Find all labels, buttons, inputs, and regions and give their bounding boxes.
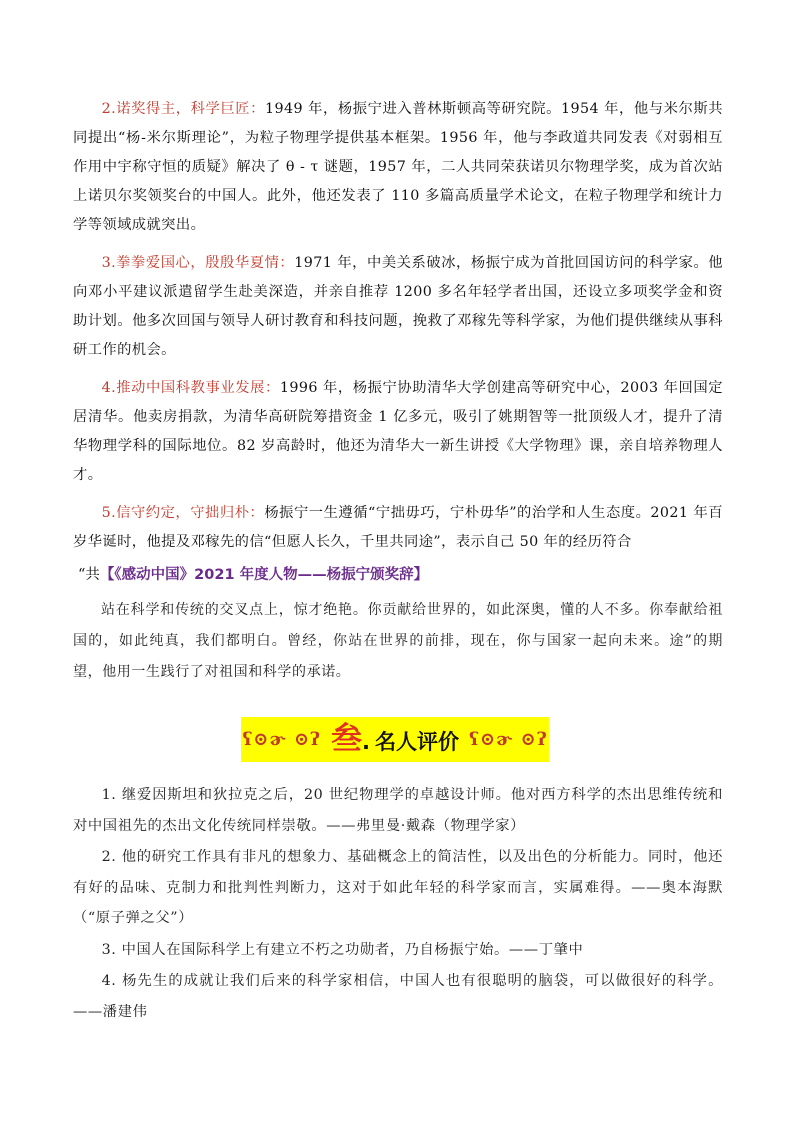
quote-3: 3. 中国人在国际科学上有建立不朽之功勋者，乃自杨振宁始。——丁肇中	[101, 942, 584, 958]
award-heading	[78, 563, 428, 584]
section-5-label: 5.信守约定，守拙归朴：	[101, 505, 265, 521]
section-4-text: 1996 年，杨振宁协助清华大学创建高等研究中心，2003 年回国定居清华。他卖房捐款，为清华高研院筹措资金 1 亿多元，吸引了姚期智等一批顶级人才，提升了清华物理学科的国际地位。82 岁高龄时，他还为清华大一新生讲授《大学物理》课，亲自培养物理人才。	[73, 380, 723, 483]
section-3-text: 1971 年，中美关系破冰，杨振宁成为首批回国访问的科学家。他向邓小平建议派遣留学生赴美深造，并亲自推荐 1200 多名年轻学者出国，还设立多项奖学金和资助计划。他多次回国与领导人研讨教育和科技问题，挽救了邓稼先等科学家，为他们提供继续从事科研工作的机会。	[73, 255, 723, 358]
award-prefix: “共	[78, 567, 100, 583]
section-banner	[241, 717, 549, 762]
award-heading-text: 【《感动中国》2021 年度人物——杨振宁颁奖辞】	[99, 567, 429, 583]
section-2-text: 1949 年，杨振宁进入普林斯顿高等研究院。1954 年，他与米尔斯共同提出“杨-米尔斯理论”，为粒子物理学提供基本框架。1956 年，他与李政道共同发表《对弱相互作用中宇称守恒的质疑》解决了 θ - τ 谜题，1957 年，二人共同荣获诺贝尔物理学奖，成为首次站上诺贝尔奖领奖台的中国人。此外，他还发表了 110 多篇高质量学术论文，在粒子物理学和统计力学等领域成就突出。	[73, 101, 723, 233]
section-4-label: 4.推动中国科教事业发展：	[101, 380, 280, 396]
banner-title-group	[330, 720, 460, 757]
banner-number: 叁	[330, 720, 362, 757]
quote-4: 4. 杨先生的成就让我们后来的科学家相信，中国人也有很聪明的脑袋，可以做很好的科学。——潘建伟	[73, 973, 723, 1020]
ornament-left-icon: ʕ⊙ɚ ⊙ʔ	[242, 729, 321, 750]
banner-dot: .	[361, 729, 370, 754]
banner-title: 名人评价	[375, 729, 460, 754]
section-4	[73, 374, 723, 490]
ornament-right-icon: ʕ⊙ɚ ⊙ʔ	[469, 729, 548, 750]
quote-2: 2. 他的研究工作具有非凡的想象力、基础概念上的简洁性，以及出色的分析能力。同时，他还有好的品味、克制力和批判性判断力，这对于如此年轻的科学家而言，实属难得。——奥本海默（“原子弹之父”）	[73, 849, 723, 926]
section-2	[73, 95, 723, 240]
section-5-text: 杨振宁一生遵循“宁拙毋巧，宁朴毋华”的治学和人生态度。2021 年百岁华诞时，他提及邓稼先的信“但愿人长久，千里共同途”，表示自己 50 年的经历符合	[73, 505, 723, 550]
quote-1: 1. 继爱因斯坦和狄拉克之后，20 世纪物理学的卓越设计师。他对西方科学的杰出思维传统和对中国祖先的杰出文化传统同样崇敬。——弗里曼·戴森（物理学家）	[73, 787, 723, 834]
section-3	[73, 249, 723, 365]
award-body: 站在科学和传统的交叉点上，惊才绝艳。你贡献给世界的，如此深奥，懂的人不多。你奉献给祖国的，如此纯真，我们都明白。曾经，你站在世界的前排，现在，你与国家一起向未来。途”的期望，他用一生践行了对祖国和科学的承诺。	[73, 602, 723, 680]
section-5	[73, 499, 723, 557]
section-2-label: 2.诺奖得主，科学巨匠：	[101, 101, 265, 117]
section-3-label: 3.拳拳爱国心，殷殷华夏情：	[101, 255, 295, 271]
